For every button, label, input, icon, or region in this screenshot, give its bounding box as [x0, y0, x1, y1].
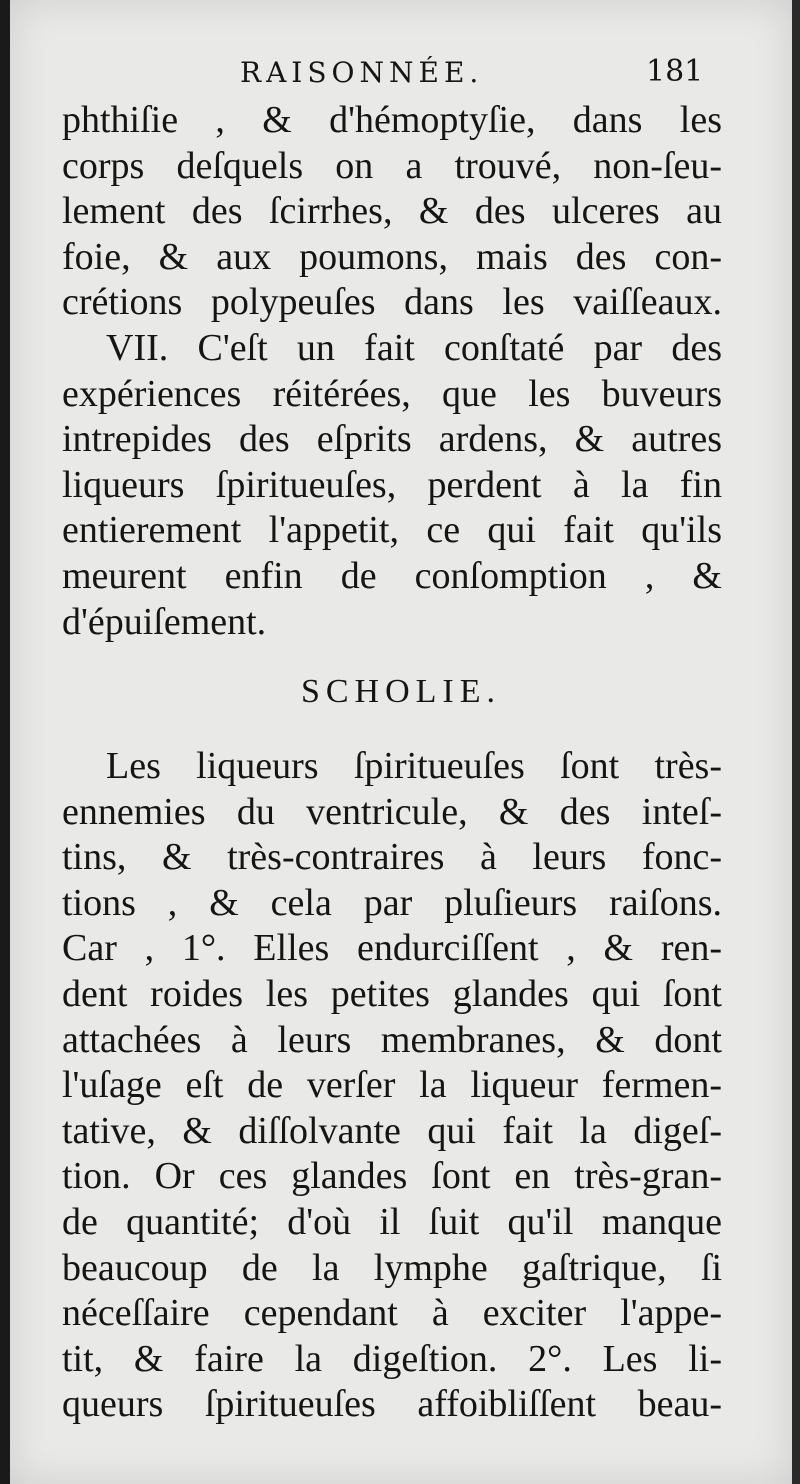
text-line: meurent enfin de conſomption , &: [62, 554, 722, 597]
text-line: crétions polypeuſes dans les vaiſſeaux.: [62, 281, 722, 324]
scan-edge-left: [0, 0, 10, 1484]
section-heading: SCHOLIE.: [300, 673, 502, 710]
paragraph-1: [62, 98, 722, 645]
page-number: 181: [646, 54, 704, 89]
text-line: queurs ſpiritueuſes affoibliſſent beau-: [62, 1383, 722, 1426]
text-line: phthiſie , & d'hémoptyſie, dans les: [62, 99, 722, 141]
text-line: d'épuiſement.: [62, 600, 267, 643]
text-line: attachées à leurs membranes, & dont: [62, 1018, 722, 1061]
text-line: tion. Or ces glandes ſont en très-gran-: [62, 1155, 722, 1198]
text-line: VII. C'eſt un fait conſtaté par des: [106, 326, 722, 369]
text-line: beaucoup de la lymphe gaſtrique, ſi: [62, 1246, 722, 1289]
text-line: lement des ſcirrhes, & des ulceres au: [62, 190, 722, 233]
text-line: entierement l'appetit, ce qui fait qu'ils: [62, 509, 722, 552]
page-header: [10, 52, 792, 92]
scan-edge-right: [792, 0, 800, 1484]
text-line: corps deſquels on a trouvé, non-ſeu-: [62, 144, 722, 187]
text-line: tit, & faire la digeſtion. 2°. Les li-: [62, 1337, 722, 1380]
text-line: ennemies du ventricule, & des inteſ-: [62, 790, 722, 833]
text-line: foie, & aux poumons, mais des con-: [62, 235, 722, 278]
text-line: Les liqueurs ſpiritueuſes ſont très-: [106, 745, 722, 787]
text-line: de quantité; d'où il ſuit qu'il manque: [62, 1200, 722, 1243]
paragraph-2: [62, 744, 722, 1428]
text-line: dent roides les petites glandes qui ſont: [62, 972, 722, 1015]
text-line: liqueurs ſpiritueuſes, perdent à la fin: [62, 463, 722, 506]
book-page: [10, 0, 792, 1484]
running-head: RAISONNÉE.: [240, 56, 484, 89]
text-line: tative, & diſſolvante qui fait la digeſ-: [62, 1109, 722, 1152]
text-line: Car , 1°. Elles endurciſſent , & ren-: [62, 927, 722, 970]
text-line: intrepides des eſprits ardens, & autres: [62, 418, 722, 461]
text-line: néceſſaire cependant à exciter l'appe-: [62, 1292, 722, 1335]
text-line: tins, & très-contraires à leurs fonc-: [62, 836, 722, 879]
text-line: tions , & cela par pluſieurs raiſons.: [62, 881, 722, 924]
text-line: expériences réitérées, que les buveurs: [62, 372, 722, 415]
text-line: l'uſage eſt de verſer la liqueur fermen-: [62, 1064, 722, 1107]
